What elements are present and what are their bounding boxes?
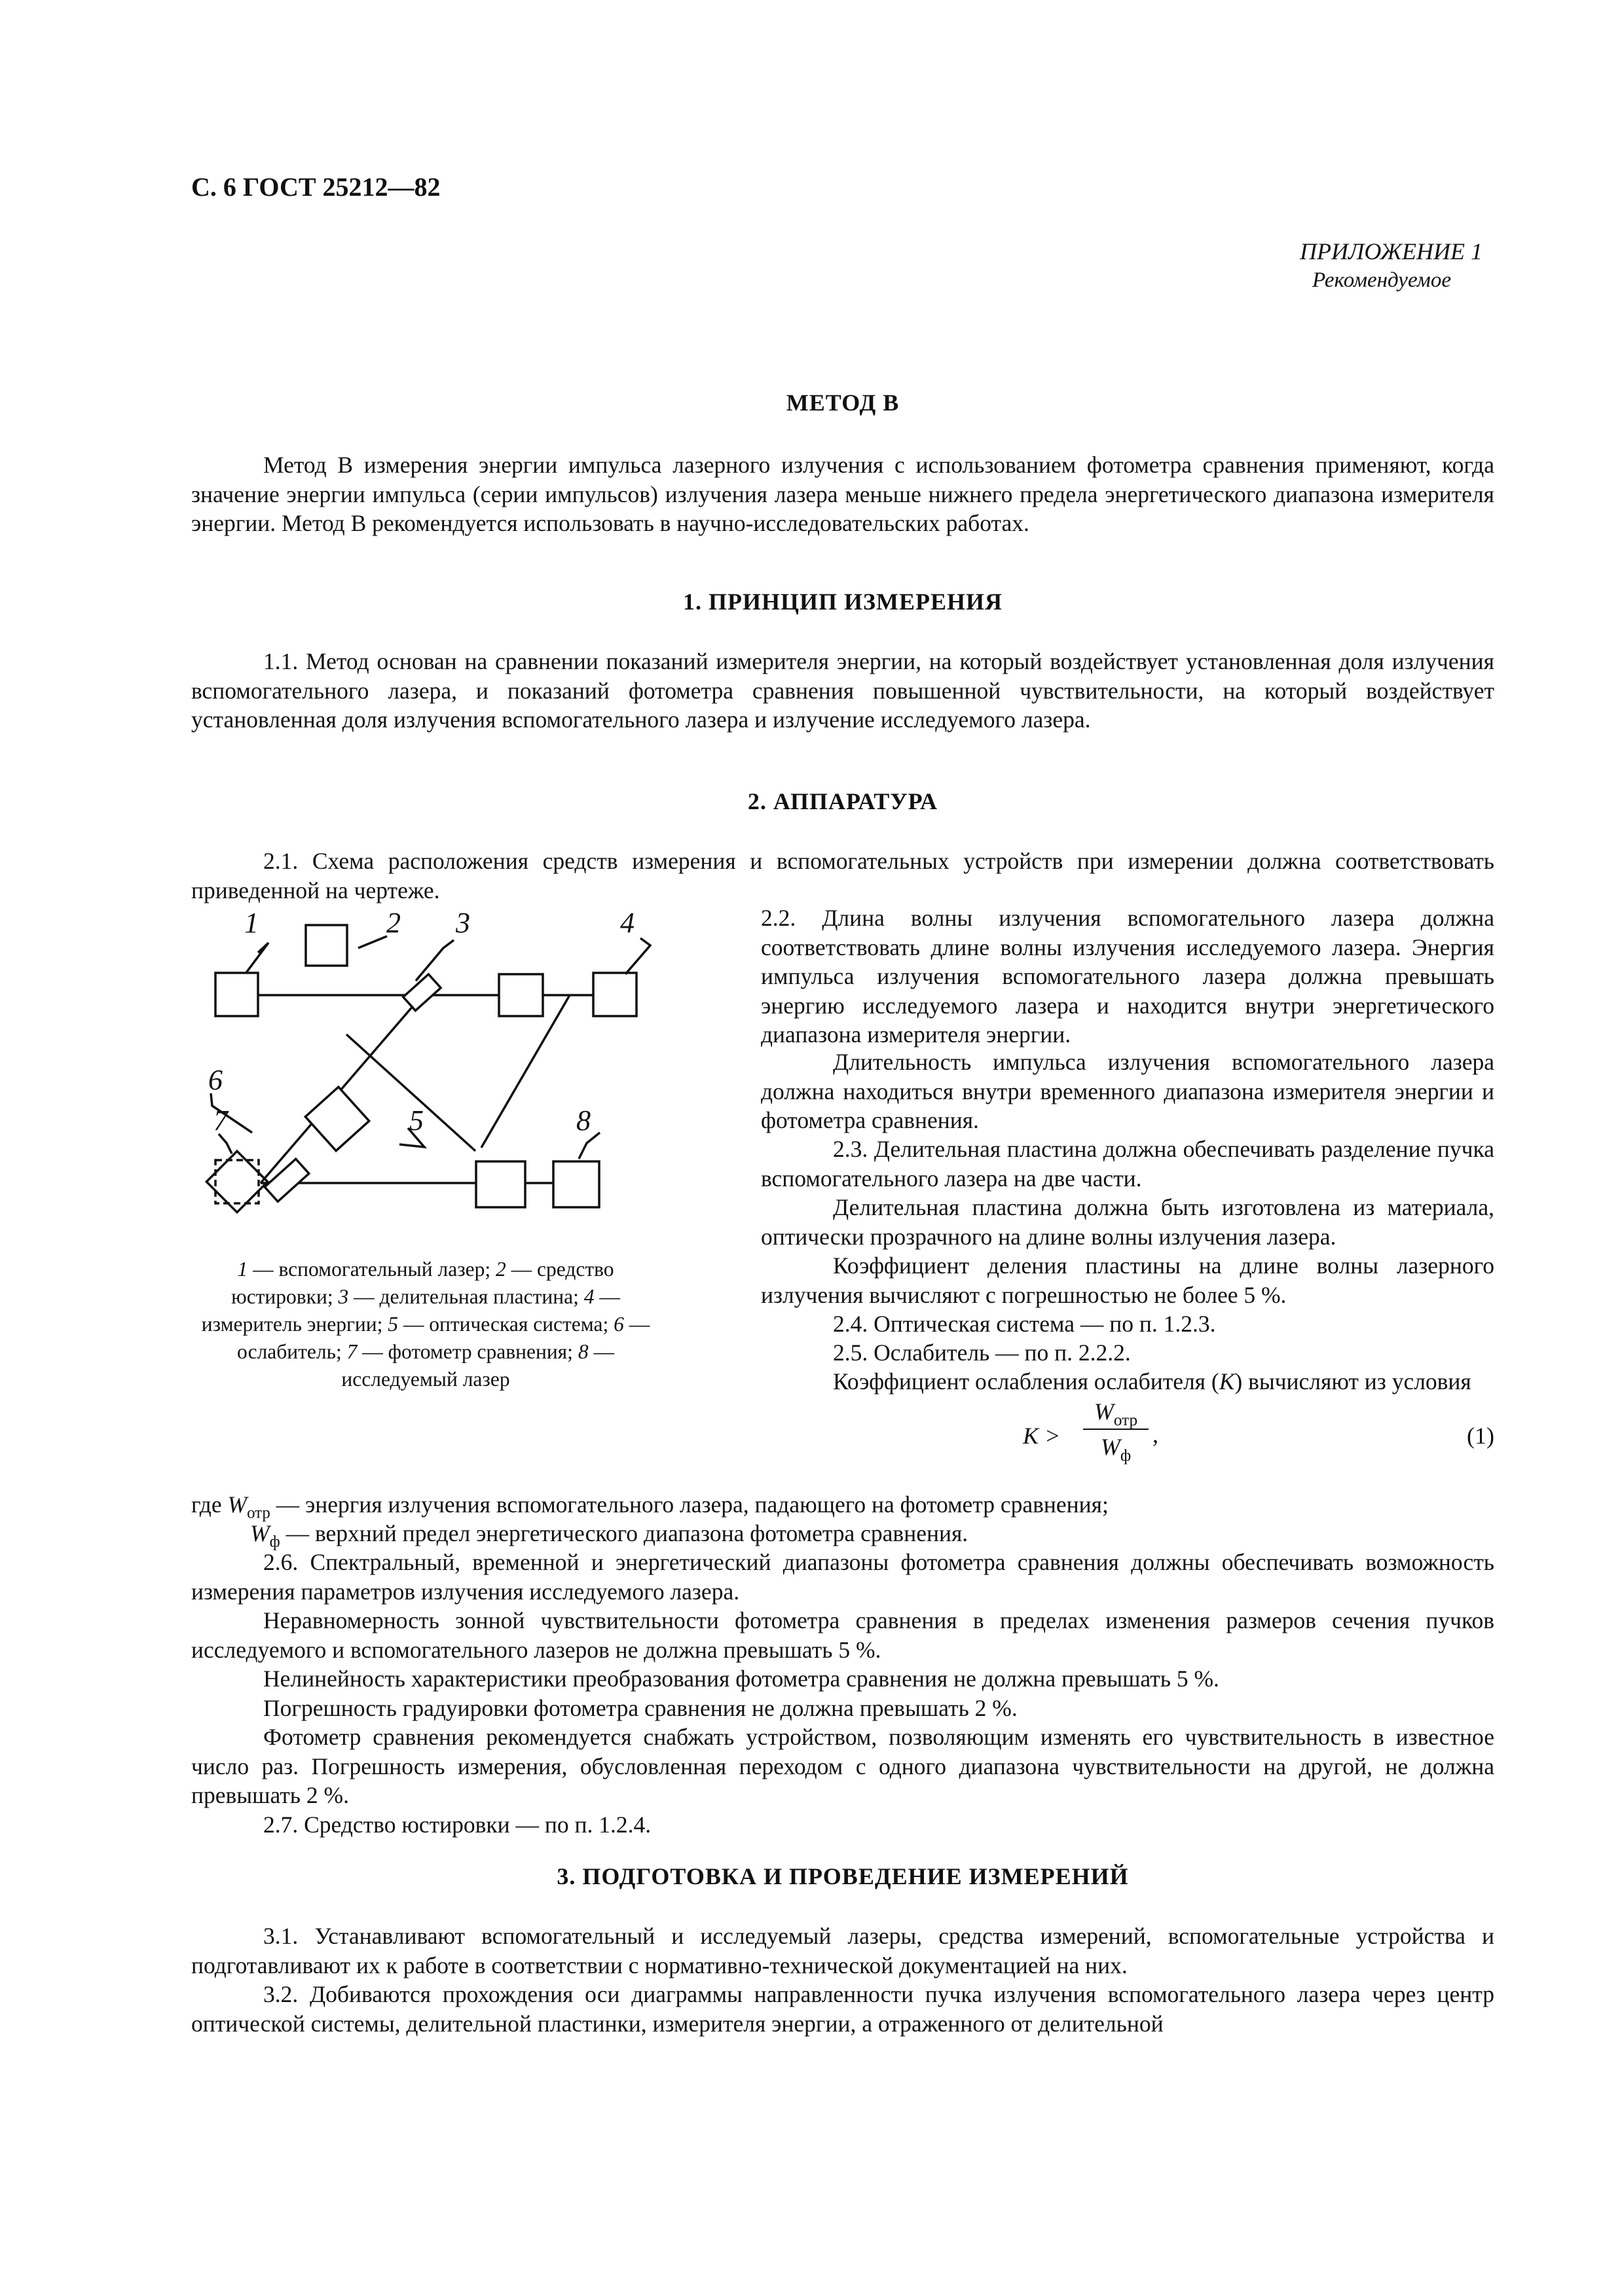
leader-2 [358,936,387,948]
beam-splitter-plate [403,974,441,1011]
figure-label-8: 8 [576,1104,591,1137]
figure-caption [196,1256,655,1393]
para-1-1: 1.1. Метод основан на сравнении показаний измерителя энергии, на который воздействует установленная доля излучения вспомогательного лазера, и показаний фотометра сравнения повышенной чувствительности, на который воздействует установленная доля излучения вспомогательного лазера и излучение исследуемого лазера. [191,648,1494,733]
para-2-7: 2.7. Средство юстировки — по п. 1.2.4. [263,1812,652,1838]
caption-item-2: 2 — средство юстировки; [231,1258,614,1308]
para-2-2a: 2.2. Длина волны излучения вспомогательного лазера должна соответствовать длине волны излучения исследуемого лазера. Энергия импульса излучения вспомогательного лазера должна превышать энергию исследуемого лазера и находится внутри энергетического диапазона измерителя энергии. [761,905,1494,1048]
caption-item-4: 4 — измеритель энергии; [201,1285,620,1336]
attenuator-plate [265,1159,309,1201]
test-laser-box [553,1161,599,1207]
para-2-2b: Длительность импульса излучения вспомогательного лазера должна находиться внутри временного диапазона измерителя энергии и фотометра сравнения. [761,1049,1494,1133]
para-2-3c: Коэффициент деления пластины на длине волны лазерного излучения вычисляют с погрешностью не более 5 %. [761,1252,1494,1308]
method-title: МЕТОД В [786,390,900,416]
page-header: С. 6 ГОСТ 25212—82 [191,172,441,202]
para-2-6d: Погрешность градуировки фотометра сравнения не должна превышать 2 %. [263,1695,1018,1721]
appendix-block [1048,237,1483,295]
para-2-4: 2.4. Оптическая система — по п. 1.2.3. [833,1311,1216,1337]
formula-1 [1022,1394,1494,1473]
figure-label-2: 2 [386,907,401,939]
appendix-status: Рекомендуемое [1312,268,1451,292]
formula-tail: , [1152,1421,1158,1448]
leader-1 [246,943,268,974]
where-line-1: где $W_{отр}$ — энергия излучения вспомогательного лазера, падающего на фотометр сравнения; [191,1491,1109,1522]
apparatus-diagram-svg [196,910,668,1237]
leader-3 [416,940,454,981]
intro-paragraph: Метод В измерения энергии импульса лазерного излучения с использованием фотометра сравнения применяют, когда значение энергии импульса (серии импульсов) излучения лазера меньше нижнего предела энергетического диапазона измерителя энергии. Метод В рекомендуется использовать в научно-исследовательских работах. [191,452,1494,536]
figure-label-1: 1 [244,907,259,939]
section-1-title: 1. ПРИНЦИП ИЗМЕРЕНИЯ [683,589,1003,615]
photometer-compare-box [476,1161,525,1207]
caption-item-5: 5 — оптическая система; [388,1313,614,1336]
optical-system-box [305,1087,369,1151]
leader-4 [625,938,650,974]
where-line-2: $W_ф$ — верхний предел энергетического диапазона фотометра сравнения. [250,1520,968,1551]
para-2-6e: Фотометр сравнения рекомендуется снабжать устройством, позволяющим изменять его чувствительность в известное число раз. Погрешность измерения, обусловленная переходом с одного диапазона чувствительности на другой, не должна превышать 2 %. [191,1724,1494,1808]
para-3-2: 3.2. Добиваются прохождения оси диаграммы направленности пучка излучения вспомогательного лазера через центр оптической системы, делительной пластинки, измерителя энергии, а отраженного от делительной [191,1981,1494,2037]
formula-number: (1) [1467,1423,1494,1449]
caption-item-1: 1 — вспомогательный лазер; [237,1258,496,1281]
figure-label-5: 5 [409,1104,424,1137]
para-2-6a: 2.6. Спектральный, временной и энергетический диапазоны фотометра сравнения должны обеспечивать возможность измерения параметров излучения исследуемого лазера. [191,1549,1494,1605]
para-2-1: 2.1. Схема расположения средств измерения и вспомогательных устройств при измерении должна соответствовать приведенной на чертеже. [191,848,1494,903]
para-2-3b: Делительная пластина должна быть изготовлена из материала, оптически прозрачного на длине волны излучения лазера. [761,1194,1494,1250]
appendix-title: ПРИЛОЖЕНИЕ 1 [1300,238,1483,264]
para-2-6b: Неравномерность зонной чувствительности фотометра сравнения в пределах изменения размеров сечения пучков исследуемого и вспомогательного лазеров не должна превышать 5 %. [191,1607,1494,1663]
caption-item-3: 3 — делительная пластина; [338,1285,584,1308]
apparatus-diagram [196,907,668,1237]
para-2-3a: 2.3. Делительная пластина должна обеспечивать разделение пучка вспомогательного лазера на две части. [761,1136,1494,1192]
para-2-6c: Нелинейность характеристики преобразования фотометра сравнения не должна превышать 5 %. [263,1666,1219,1692]
section-2-title: 2. АППАРАТУРА [747,788,938,814]
para-2-5: 2.5. Ослабитель — по п. 2.2.2. [833,1339,1131,1366]
formula-fraction [1083,1394,1149,1464]
aux-laser-box [215,973,258,1016]
figure-label-3: 3 [456,907,470,939]
figure-label-6: 6 [208,1064,223,1096]
caption-item-7: 7 — фотометр сравнения; [346,1340,578,1363]
formula-denominator: $W_ф$ [1100,1434,1132,1465]
section-3-title: 3. ПОДГОТОВКА И ПРОВЕДЕНИЕ ИЗМЕРЕНИЙ [557,1863,1129,1889]
caption-item-6: 6 — ослабитель; [237,1313,650,1363]
formula-lhs: K > [1023,1423,1061,1449]
formula-numerator: $W_{отр}$ [1094,1398,1138,1429]
alignment-tool-box [306,925,347,966]
beam-line-optic [481,995,570,1148]
caption-item-8: 8 — исследуемый лазер [341,1340,614,1391]
para-3-1: 3.1. Устанавливают вспомогательный и исследуемый лазеры, средства измерений, вспомогательные устройства и подготавливают их к работе в соответствии с нормативно-технической документацией на них. [191,1923,1494,1978]
figure-label-4: 4 [620,907,635,939]
figure-label-7: 7 [213,1104,228,1137]
para-2-5b: Коэффициент ослабления ослабителя (K) вычисляют из условия [833,1368,1471,1394]
energy-meter-box [593,973,636,1016]
energy-meter-block-a [499,974,543,1016]
